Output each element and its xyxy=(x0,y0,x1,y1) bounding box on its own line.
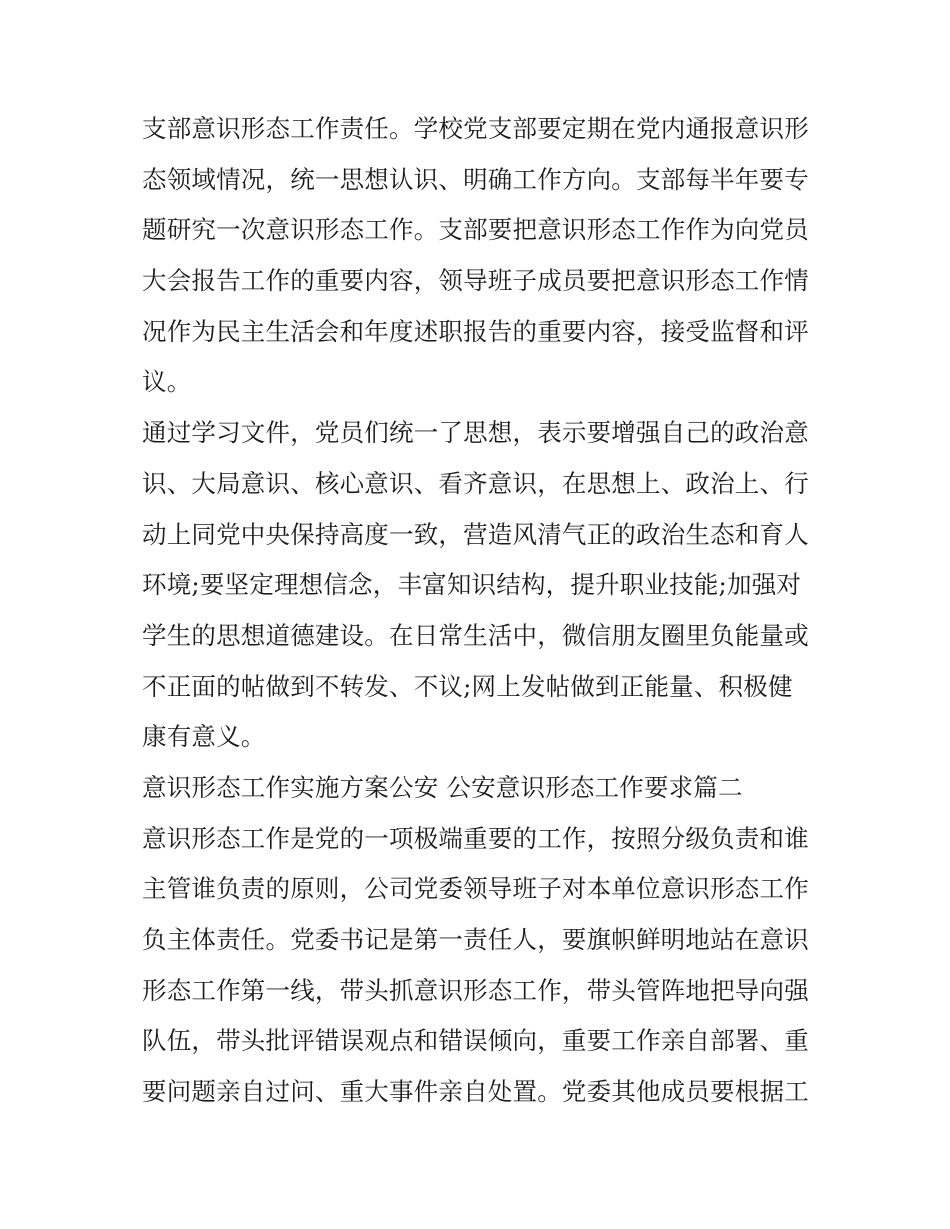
text-line: 主管谁负责的原则，公司党委领导班子对本单位意识形态工作 xyxy=(142,874,809,904)
text-line: 不正面的帖做到不转发、不议;网上发帖做到正能量、积极健 xyxy=(142,671,793,701)
text-line: 大会报告工作的重要内容，领导班子成员要把意识形态工作情 xyxy=(142,266,809,296)
text-line: 负主体责任。党委书记是第一责任人，要旗帜鲜明地站在意识 xyxy=(142,925,809,954)
text-line: 识、大局意识、核心意识、看齐意识，在思想上、政治上、行 xyxy=(142,468,809,498)
text-line: 康有意义。 xyxy=(142,722,266,752)
text-line: 题研究一次意识形态工作。支部要把意识形态工作作为向党员 xyxy=(142,215,809,245)
text-line: 动上同党中央保持高度一致，营造风清气正的政治生态和育人 xyxy=(142,519,809,549)
text-line: 支部意识形态工作责任。学校党支部要定期在党内通报意识形 xyxy=(142,114,809,143)
document-body xyxy=(142,104,822,1118)
text-line: 要问题亲自过问、重大事件亲自处置。党委其他成员要根据工 xyxy=(142,1077,809,1107)
text-line: 学生的思想道德建设。在日常生活中，微信朋友圈里负能量或 xyxy=(142,620,809,650)
text-line: 通过学习文件，党员们统一了思想，表示要增强自己的政治意 xyxy=(142,418,809,448)
text-line: 环境;要坚定理想信念，丰富知识结构，提升职业技能;加强对 xyxy=(142,570,802,600)
text-line: 议。 xyxy=(142,367,192,397)
section-heading: 意识形态工作实施方案公安 公安意识形态工作要求篇二 xyxy=(142,772,743,802)
text-line: 态领域情况，统一思想认识、明确工作方向。支部每半年要专 xyxy=(142,164,809,194)
text-line: 形态工作第一线，带头抓意识形态工作，带头管阵地把导向强 xyxy=(142,975,809,1005)
text-line: 意识形态工作是党的一项极端重要的工作，按照分级负责和谁 xyxy=(142,823,809,853)
text-line: 队伍，带头批评错误观点和错误倾向，重要工作亲自部署、重 xyxy=(142,1026,809,1056)
text-line: 况作为民主生活会和年度述职报告的重要内容，接受监督和评 xyxy=(142,316,809,346)
